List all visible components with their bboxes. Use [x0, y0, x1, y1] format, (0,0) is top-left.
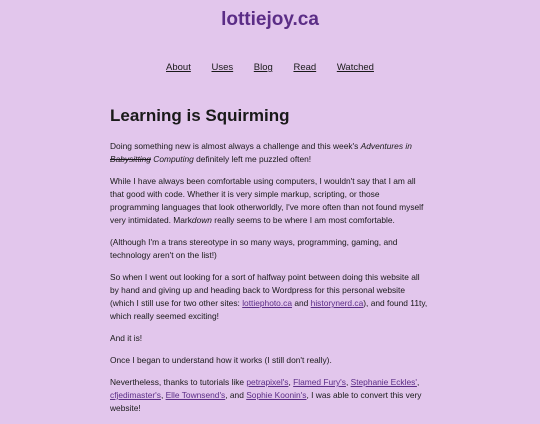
nav-uses[interactable]: Uses	[211, 62, 234, 73]
paragraph-4: So when I went out looking for a sort of halfway point between doing this website all by hand and giving up and heading back to Wordpress for this personal website (which I still use for two other sites: lottiephoto.ca and historynerd.ca), and found 11ty, which really seemed exciting!	[110, 272, 428, 321]
nav-blog[interactable]: Blog	[253, 62, 273, 73]
main-nav	[0, 62, 540, 74]
paragraph-2: While I have always been comfortable using computers, I wouldn't say that I am all that good with code. Whether it is very simple markup, scripting, or those programming languages that look otherworldly, I've more often than not found myself very intimidated. Markdown really seems to be where I am most comfortable.	[110, 176, 424, 225]
post-title: Learning is Squirming	[110, 106, 290, 125]
post-content	[110, 106, 428, 424]
nav-watched[interactable]: Watched	[336, 62, 374, 73]
paragraph-3: (Although I'm a trans stereotype in so many ways, programming, gaming, and technology aren't on the list!)	[110, 237, 398, 260]
paragraph-1: Doing something new is almost always a challenge and this week's Adventures in Babysitting Computing definitely left me puzzled often!	[110, 141, 412, 164]
link-sophie-koonin[interactable]: Sophie Koonin's	[246, 390, 307, 400]
link-lottiephoto[interactable]: lottiephoto.ca	[242, 298, 293, 308]
link-petrapixel[interactable]: petrapixel's	[246, 377, 289, 387]
link-cfjedimaster[interactable]: cfjedimaster's	[110, 390, 161, 400]
nav-read[interactable]: Read	[293, 62, 317, 73]
site-title[interactable]: lottiejoy.ca	[221, 9, 319, 30]
link-elle-townsend[interactable]: Elle Townsend's	[165, 390, 226, 400]
link-flamed-fury[interactable]: Flamed Fury's	[293, 377, 346, 387]
link-stephanie-eckles[interactable]: Stephanie Eckles'	[350, 377, 417, 387]
paragraph-5: And it is!	[110, 333, 143, 343]
link-historynerd[interactable]: historynerd.ca	[310, 298, 364, 308]
paragraph-7: Nevertheless, thanks to tutorials like petrapixel's, Flamed Fury's, Stephanie Eckles', cfjedimaster's, Elle Townsend's, and Sophie Koonin's, I was able to convert this very website!	[110, 377, 422, 413]
nav-about[interactable]: About	[166, 62, 191, 73]
paragraph-6: Once I began to understand how it works (I still don't really).	[110, 355, 332, 365]
